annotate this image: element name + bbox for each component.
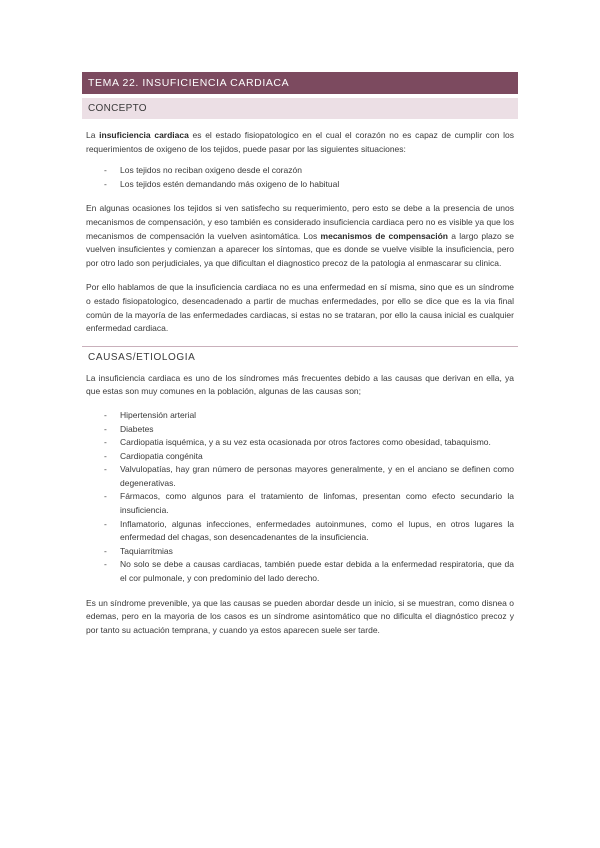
document-title: TEMA 22. INSUFICIENCIA CARDIACA [82, 72, 518, 94]
bold-term: mecanismos de compensación [320, 230, 448, 241]
paragraph: Por ello hablamos de que la insuficiencia cardiaca no es una enfermedad en sí misma, sino que es un síndrome o estado fisiopatologico, desencadenado a partir de muchas enfermedades, por ello se dice que es la via final común de la mayoría de las enfermedades cardiacas, si estas no se trataran, por ello la causa inicial es cualquier enfermedad cardiaca. [86, 282, 514, 334]
document-page [82, 72, 518, 637]
paragraph [82, 129, 518, 156]
list-item: - Cardiopatia congénita [104, 450, 514, 464]
list-item: - Inflamatorio, algunas infecciones, enfermedades autoinmunes, como el lupus, en otros lugares la enfermedad del chagas, son desencadenantes de la insuficiencia. [104, 518, 514, 545]
section-heading-causas: CAUSAS/ETIOLOGIA [82, 346, 518, 366]
list-item: - Taquiarritmias [104, 545, 514, 559]
section-heading-concepto: CONCEPTO [82, 98, 518, 119]
paragraph-text: En algunas ocasiones los tejidos si ven satisfecho su requerimiento, pero esto se debe a la presencia de unos mecanismos de compensación, y eso también es considerado insuficiencia cardiaca pero no es visible ya que los mecanismos de compensación la vuelven asintomática. Los [86, 203, 514, 241]
paragraph: Es un síndrome prevenible, ya que las causas se pueden abordar desde un inicio, si se muestran, como disnea o edemas, pero en la mayoria de los casos es un síndrome asintomático que no dificulta el diagnóstico precoz y por tanto su actuación temprana, y cuando ya estos aparecen suele ser tarde. [86, 597, 514, 635]
bold-term: insuficiencia cardiaca [99, 130, 189, 140]
list-item: - Hipertensión arterial [104, 409, 514, 423]
bullet-list [82, 164, 518, 191]
list-item: - Fármacos, como algunos para el tratamiento de linfomas, presentan como efecto secundario la insuficiencia. [104, 490, 514, 517]
paragraph-text: es el estado fisiopatologico en el cual el corazón no es capaz de cumplir con los requerimientos de oxigeno de los tejidos, puede pasar por las siguientes situaciones: [86, 130, 514, 154]
paragraph-text: a largo plazo se vuelven insuficientes y comienzan a aparecer los síntomas, que es donde se vuelve visible la insuficiencia, pero por otro lado son perjudiciales, ya que dificultan el diagnostico precoz de la patologia al enmascarar su clinica. [86, 230, 514, 268]
bullet-list [82, 409, 518, 586]
list-item: - Diabetes [104, 423, 514, 437]
paragraph: La insuficiencia cardiaca es uno de los síndromes más frecuentes debido a las causas que derivan en ella, ya que estas son muy comunes en la población, algunas de las causas son; [86, 372, 514, 397]
list-item: - Los tejidos estén demandando más oxigeno de lo habitual [104, 178, 514, 192]
paragraph [82, 202, 518, 270]
list-item: - Valvulopatías, hay gran número de personas mayores generalmente, y en el anciano se definen como degenerativas. [104, 463, 514, 490]
list-item: - Los tejidos no reciban oxigeno desde el corazón [104, 164, 514, 178]
list-item: - Cardiopatia isquémica, y a su vez esta ocasionada por otros factores como obesidad, tabaquismo. [104, 436, 514, 450]
paragraph-text: La [86, 130, 100, 140]
list-item: - No solo se debe a causas cardiacas, también puede estar debida a la enfermedad respiratoria, que da el cor pulmonale, y con predominio del lado derecho. [104, 558, 514, 585]
